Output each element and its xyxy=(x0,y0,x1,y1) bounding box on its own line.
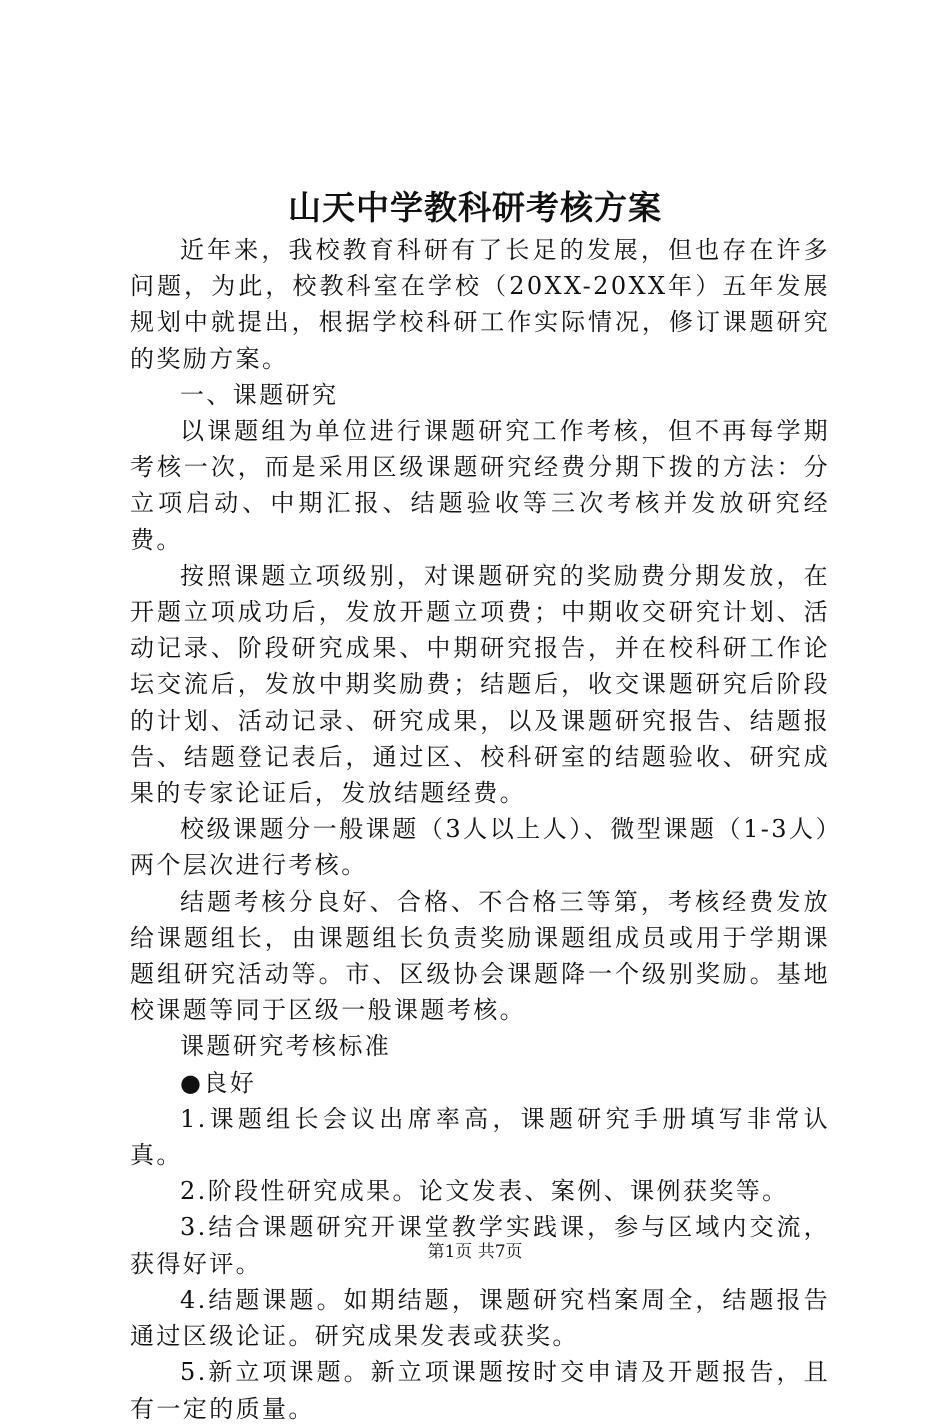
document-title: 山天中学教科研考核方案 xyxy=(288,188,662,227)
subheading-good: ●良好 xyxy=(180,1068,257,1097)
list-item: 3.结合课题研究开课堂教学实践课，参与区域内交流，获得好评。 xyxy=(130,1213,830,1278)
section-heading-topic-research: 一、课题研究 xyxy=(180,380,339,409)
paragraph-assessment-method: 以课题组为单位进行课题研究工作考核，但不再每学期考核一次，而是采用区级课题研究经费分期下拨的方法：分立项启动、中期汇报、结题验收等三次考核并发放研究经费。 xyxy=(130,417,830,554)
paragraph-grading: 结题考核分良好、合格、不合格三等第，考核经费发放给课题组长，由课题组长负责奖励课题组成员或用于学期课题组研究活动等。市、区级协会课题降一个级别奖励。基地校课题等同于区级一般课题考核。 xyxy=(130,887,830,1025)
page-footer: 第1页 共7页 xyxy=(427,1242,523,1262)
list-item: 2.阶段性研究成果。论文发表、案例、课例获奖等。 xyxy=(180,1177,789,1206)
subheading-standards: 课题研究考核标准 xyxy=(180,1032,392,1061)
list-item: 5.新立项课题。新立项课题按时交申请及开题报告，且有一定的质量。 xyxy=(130,1358,830,1423)
list-item: 4.结题课题。如期结题，课题研究档案周全，结题报告通过区级论证。研究成果发表或获奖。 xyxy=(130,1285,830,1351)
paragraph-funding-stages: 按照课题立项级别，对课题研究的奖励费分期发放，在开题立项成功后，发放开题立项费；中期收交研究计划、活动记录、阶段研究成果、中期研究报告，并在校科研工作论坛交流后，发放中期奖励费；结题后，收交课题研究后阶段的计划、活动记录、研究成果，以及课题研究报告、结题报告、结题登记表后，通过区、校科研室的结题验收、研究成果的专家论证后，发放结题经费。 xyxy=(130,561,830,808)
paragraph-intro: 近年来，我校教育科研有了长足的发展，但也存在许多问题，为此，校教科室在学校（20XX-20XX年）五年发展规划中就提出，根据学校科研工作实际情况，修订课题研究的奖励方案。 xyxy=(130,236,830,373)
list-item: 1.课题组长会议出席率高，课题研究手册填写非常认真。 xyxy=(130,1104,830,1170)
paragraph-school-level-topics: 校级课题分一般课题（3人以上人）、微型课题（1-3人）两个层次进行考核。 xyxy=(130,815,830,880)
